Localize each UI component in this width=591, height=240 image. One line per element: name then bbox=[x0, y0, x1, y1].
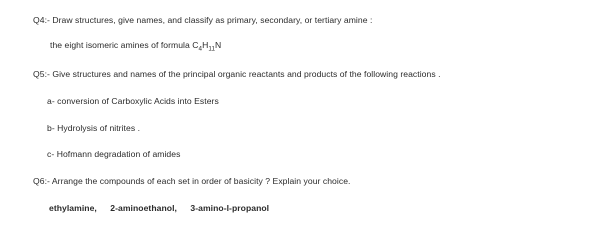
formula-nitrogen: N bbox=[215, 40, 222, 50]
question-6-compounds bbox=[49, 203, 269, 214]
question-6-title: Q6:- Arrange the compounds of each set in order of basicity ? Explain your choice. bbox=[33, 176, 351, 186]
question-5-item-a: a- conversion of Carboxylic Acids into Esters bbox=[47, 96, 219, 106]
question-5-title: Q5:- Give structures and names of the principal organic reactants and products of the following reactions . bbox=[33, 69, 441, 79]
question-5-item-c: c- Hofmann degradation of amides bbox=[47, 149, 181, 159]
formula-carbon-subscript: 4 bbox=[198, 45, 203, 53]
compound-ethylamine: ethylamine, bbox=[49, 203, 97, 213]
question-4-subtitle bbox=[50, 40, 221, 51]
formula-hydrogen: H bbox=[202, 40, 209, 50]
question-5-item-b: b- Hydrolysis of nitrites . bbox=[47, 123, 141, 133]
question-4-subtitle-text: the eight isomeric amines of formula C bbox=[50, 40, 199, 50]
compound-2-aminoethanol: 2-aminoethanol, bbox=[110, 203, 177, 213]
question-4-title: Q4:- Draw structures, give names, and classify as primary, secondary, or tertiary amine : bbox=[33, 15, 373, 25]
formula-hydrogen-subscript: 11 bbox=[208, 45, 215, 53]
compound-3-amino-1-propanol: 3-amino-l-propanol bbox=[190, 203, 270, 213]
